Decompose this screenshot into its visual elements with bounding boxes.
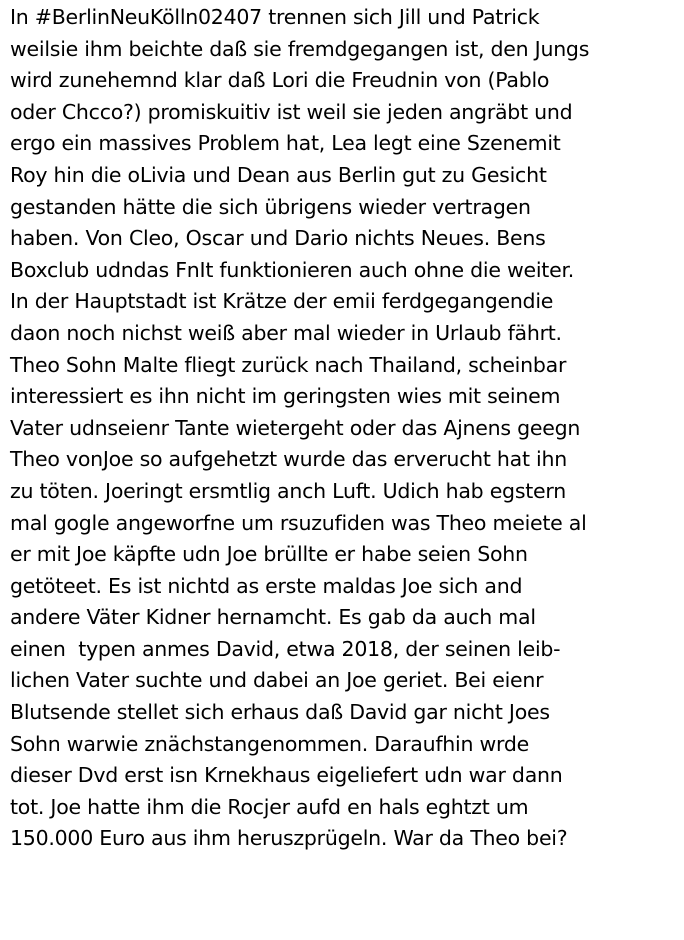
text-line: In #BerlinNeuKölln02407 trennen sich Jill und Patrick	[10, 5, 540, 29]
text-line: daon noch nichst weiß aber mal wieder in Urlaub fährt.	[10, 320, 562, 345]
text-line: In der Hauptstadt ist Krätze der emii ferdgegangendie	[10, 289, 554, 314]
text-line: Theo vonJoe so aufgehetzt wurde das erverucht hat ihn	[10, 447, 567, 472]
text-line: oder Chcco?) promiskuitiv ist weil sie jeden angräbt und	[10, 99, 573, 124]
text-line: Blutsende stellet sich erhaus daß David gar nicht Joes	[10, 700, 550, 725]
text-line: Sohn warwie znächstangenommen. Daraufhin wrde	[10, 731, 529, 756]
text-line: Theo Sohn Malte fliegt zurück nach Thailand, scheinbar	[10, 352, 567, 377]
text-line: interessiert es ihn nicht im geringsten wies mit seinem	[10, 384, 561, 409]
text-line: ergo ein massives Problem hat, Lea legt eine Szenemit	[10, 131, 561, 156]
text-line: lichen Vater suchte und dabei an Joe geriet. Bei eienr	[10, 668, 544, 693]
text-line: wird zunehemnd klar daß Lori die Freudnin von (Pablo	[10, 68, 550, 93]
text-line: einen typen anmes David, etwa 2018, der seinen leib-	[10, 636, 561, 661]
text-line: zu töten. Joeringt ersmtlig anch Luft. Udich hab egstern	[10, 478, 566, 503]
text-line: gestanden hätte die sich übrigens wieder vertragen	[10, 194, 531, 219]
document-body	[10, 2, 682, 855]
text-line: getöteet. Es ist nichtd as erste maldas Joe sich and	[10, 573, 523, 598]
text-line: tot. Joe hatte ihm die Rocjer aufd en hals eghtzt um	[10, 794, 529, 819]
text-line: dieser Dvd erst isn Krnekhaus eigeliefert udn war dann	[10, 763, 563, 788]
text-line: Vater udnseienr Tante wietergeht oder das Ajnens geegn	[10, 415, 581, 440]
text-line: mal gogle angeworfne um rsuzufiden was Theo meiete al	[10, 510, 587, 535]
text-line: er mit Joe käpfte udn Joe brüllte er habe seien Sohn	[10, 542, 528, 567]
text-line: andere Väter Kidner hernamcht. Es gab da auch mal	[10, 605, 536, 630]
text-line: weilsie ihm beichte daß sie fremdgegangen ist, den Jungs	[10, 36, 590, 61]
text-line: haben. Von Cleo, Oscar und Dario nichts Neues. Bens	[10, 226, 546, 251]
text-line: 150.000 Euro aus ihm heruszprügeln. War da Theo bei?	[10, 826, 568, 851]
text-line: Roy hin die oLivia und Dean aus Berlin gut zu Gesicht	[10, 162, 547, 187]
text-line: Boxclub udndas FnIt funktionieren auch ohne die weiter.	[10, 257, 575, 282]
